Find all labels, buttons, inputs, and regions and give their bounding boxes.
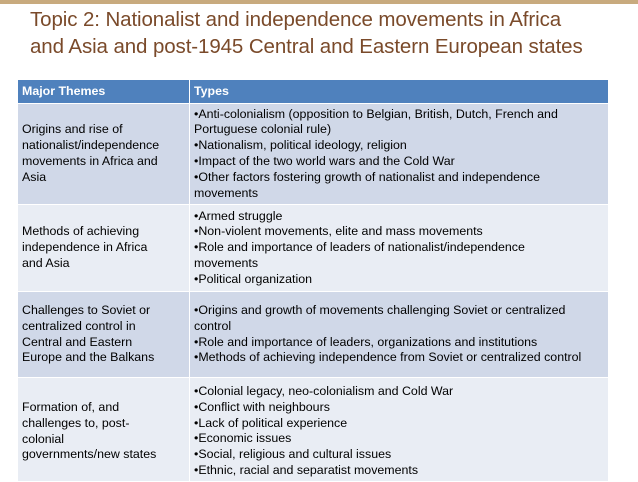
type-line: control: [194, 318, 232, 333]
types-cell: [190, 378, 609, 482]
theme-line: and Asia: [22, 255, 70, 270]
type-line: •Conflict with neighbours: [194, 399, 330, 414]
table-row: [18, 205, 609, 292]
theme-line: Methods of achieving: [22, 224, 140, 239]
theme-line: challenges to, post-: [22, 415, 130, 430]
table-header-row: [18, 80, 609, 104]
theme-line: colonial: [22, 431, 65, 446]
type-line: •Nationalism, political ideology, religion: [194, 138, 407, 153]
theme-line: Formation of, and: [22, 400, 120, 414]
theme-line: nationalist/independence: [22, 138, 160, 153]
theme-line: governments/new states: [22, 447, 157, 462]
top-accent-bar: [0, 0, 638, 4]
theme-line: centralized control in: [22, 318, 136, 333]
type-line: •Ethnic, racial and separatist movements: [194, 462, 419, 477]
type-line: •Economic issues: [194, 431, 292, 446]
type-line: •Non-violent movements, elite and mass movements: [194, 224, 483, 239]
theme-line: Europe and the Balkans: [22, 350, 155, 365]
types-cell: [190, 205, 609, 292]
header-types: Types: [190, 80, 609, 104]
type-line: •Methods of achieving independence from Soviet or centralized control: [194, 350, 582, 365]
table-row: [18, 378, 609, 482]
theme-line: Asia: [22, 169, 47, 184]
theme-line: Origins and rise of: [22, 122, 123, 137]
type-line: •Lack of political experience: [194, 415, 348, 430]
type-line: •Origins and growth of movements challenging Soviet or centralized: [194, 302, 566, 317]
theme-line: independence in Africa: [22, 240, 148, 255]
table-row: [18, 292, 609, 378]
type-line: •Role and importance of leaders of nationalist/independence: [194, 240, 525, 255]
table-row: [18, 104, 609, 205]
themes-table: [17, 79, 609, 482]
title-line: and Asia and post-1945 Central and Eastern European states: [30, 35, 583, 58]
type-line: •Anti-colonialism (opposition to Belgian, British, Dutch, French and: [194, 106, 558, 121]
theme-cell: [18, 205, 190, 292]
theme-cell: [18, 292, 190, 378]
theme-line: Challenges to Soviet or: [22, 302, 151, 317]
type-line: •Political organization: [194, 271, 312, 286]
theme-line: movements in Africa and: [22, 154, 158, 168]
title-line: Topic 2: Nationalist and independence movements in Africa: [30, 8, 562, 31]
theme-line: Central and Eastern: [22, 334, 133, 349]
slide-title: [30, 6, 630, 60]
type-line: •Social, religious and cultural issues: [194, 447, 392, 462]
type-line: •Colonial legacy, neo-colonialism and Cold War: [194, 384, 454, 398]
type-line: •Armed struggle: [194, 208, 283, 223]
type-line: movements: [194, 185, 259, 200]
theme-cell: [18, 104, 190, 205]
type-line: movements: [194, 255, 259, 270]
type-line: •Impact of the two world wars and the Cold War: [194, 154, 455, 168]
types-cell: [190, 292, 609, 378]
types-cell: [190, 104, 609, 205]
header-major-themes: Major Themes: [18, 80, 190, 104]
type-line: •Other factors fostering growth of nationalist and independence: [194, 169, 540, 184]
type-line: •Role and importance of leaders, organizations and institutions: [194, 334, 538, 349]
type-line: Portuguese colonial rule): [194, 122, 332, 137]
theme-cell: [18, 378, 190, 482]
